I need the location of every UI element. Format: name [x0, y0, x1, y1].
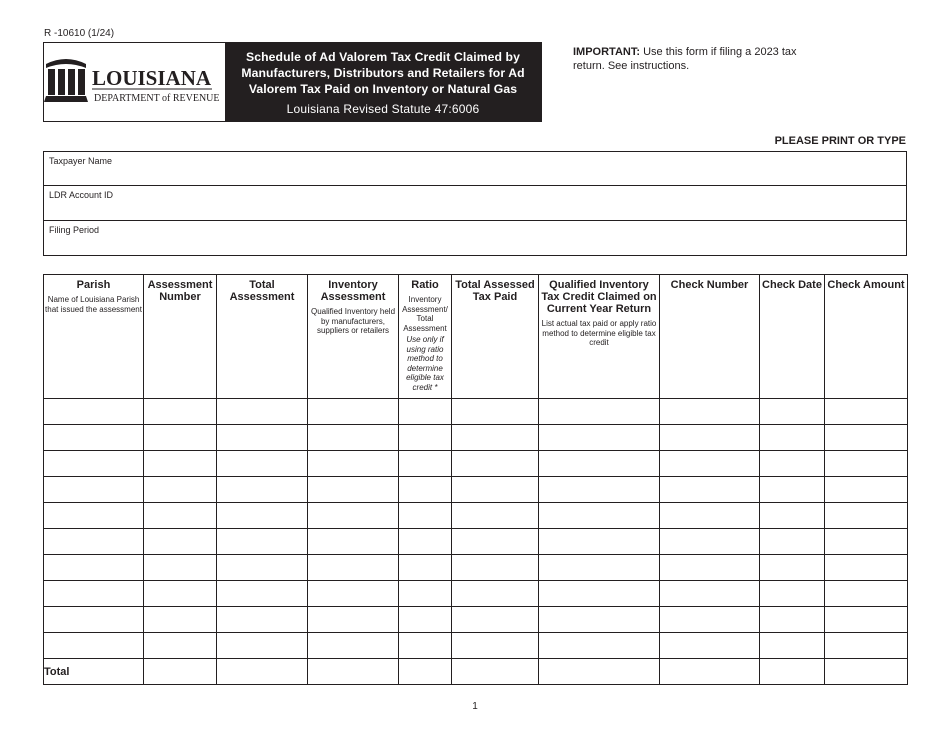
col-check-date: Check Date — [760, 275, 825, 399]
table-row — [44, 529, 908, 555]
cell-total-assessment[interactable] — [217, 633, 308, 659]
cell-ratio[interactable] — [399, 503, 452, 529]
cell-qualified-credit[interactable] — [539, 607, 660, 633]
cell-assessment-number[interactable] — [144, 503, 217, 529]
cell-total-assessment[interactable] — [217, 451, 308, 477]
cell-qualified-credit[interactable] — [539, 451, 660, 477]
cell-check-amount[interactable] — [825, 477, 908, 503]
cell-check-date[interactable] — [760, 399, 825, 425]
cell-assessment-number[interactable] — [144, 529, 217, 555]
cell-check-date[interactable] — [760, 477, 825, 503]
logo-emblem-icon — [44, 52, 224, 112]
cell-check-number[interactable] — [660, 477, 760, 503]
cell-check-date[interactable] — [760, 581, 825, 607]
statute-reference: Louisiana Revised Statute 47:6006 — [286, 101, 480, 116]
cell-inventory-assessment[interactable] — [308, 581, 399, 607]
total-cell-assessment-number[interactable] — [144, 659, 217, 685]
cell-inventory-assessment[interactable] — [308, 399, 399, 425]
cell-check-number[interactable] — [660, 607, 760, 633]
ldr-account-id-field[interactable] — [44, 186, 906, 220]
form-header — [43, 42, 542, 122]
svg-text:DEPARTMENT of REVENUE: DEPARTMENT of REVENUE — [94, 93, 220, 104]
cell-check-date[interactable] — [760, 607, 825, 633]
filing-period-field[interactable] — [44, 221, 906, 255]
cell-inventory-assessment[interactable] — [308, 425, 399, 451]
cell-qualified-credit[interactable] — [539, 633, 660, 659]
cell-ratio[interactable] — [399, 451, 452, 477]
form-title: Schedule of Ad Valorem Tax Credit Claimed by Manufacturers, Distributors and Retailers for Ad Valorem Tax Paid on Inventory or Natural Gas — [241, 49, 525, 96]
table-row — [44, 503, 908, 529]
cell-total-assessment[interactable] — [217, 555, 308, 581]
table-header-row — [44, 275, 908, 399]
taxpayer-info-section — [43, 151, 907, 256]
cell-total-assessed-tax-paid[interactable] — [452, 399, 539, 425]
print-note: PLEASE PRINT OR TYPE — [774, 135, 906, 147]
cell-parish[interactable] — [44, 581, 144, 607]
table-row — [44, 581, 908, 607]
cell-check-amount[interactable] — [825, 529, 908, 555]
form-title-block — [225, 43, 541, 121]
col-check-amount: Check Amount — [825, 275, 908, 399]
cell-qualified-credit[interactable] — [539, 555, 660, 581]
cell-check-amount[interactable] — [825, 451, 908, 477]
cell-total-assessed-tax-paid[interactable] — [452, 633, 539, 659]
cell-check-number[interactable] — [660, 399, 760, 425]
cell-total-assessment[interactable] — [217, 425, 308, 451]
col-parish: Parish Name of Louisiana Parish that issued the assessment — [44, 275, 144, 399]
filing-period-label: Filing Period — [49, 224, 100, 235]
cell-assessment-number[interactable] — [144, 633, 217, 659]
total-cell-check-date[interactable] — [760, 659, 825, 685]
cell-parish[interactable] — [44, 503, 144, 529]
total-cell-ratio[interactable] — [399, 659, 452, 685]
cell-check-amount[interactable] — [825, 503, 908, 529]
table-row — [44, 477, 908, 503]
important-label: IMPORTANT: — [573, 46, 641, 58]
cell-inventory-assessment[interactable] — [308, 477, 399, 503]
cell-inventory-assessment[interactable] — [308, 633, 399, 659]
cell-check-number[interactable] — [660, 581, 760, 607]
cell-qualified-credit[interactable] — [539, 503, 660, 529]
cell-check-date[interactable] — [760, 633, 825, 659]
cell-parish[interactable] — [44, 633, 144, 659]
cell-qualified-credit[interactable] — [539, 399, 660, 425]
cell-parish[interactable] — [44, 477, 144, 503]
cell-parish[interactable] — [44, 607, 144, 633]
tax-credit-schedule-table — [43, 274, 908, 685]
cell-qualified-credit[interactable] — [539, 477, 660, 503]
cell-check-amount[interactable] — [825, 555, 908, 581]
cell-qualified-credit[interactable] — [539, 581, 660, 607]
cell-total-assessment[interactable] — [217, 581, 308, 607]
table-row — [44, 633, 908, 659]
cell-check-amount[interactable] — [825, 633, 908, 659]
cell-check-number[interactable] — [660, 425, 760, 451]
cell-total-assessment[interactable] — [217, 399, 308, 425]
col-total-assessed-tax-paid: Total Assessed Tax Paid — [452, 275, 539, 399]
cell-check-number[interactable] — [660, 529, 760, 555]
col-ratio: Ratio Inventory Assessment/ Total Assessment Use only if using ratio method to determine eligible tax credit * — [399, 275, 452, 399]
cell-assessment-number[interactable] — [144, 451, 217, 477]
cell-assessment-number[interactable] — [144, 581, 217, 607]
col-inventory-assessment: Inventory Assessment Qualified Inventory held by manufacturers, suppliers or retailers — [308, 275, 399, 399]
cell-assessment-number[interactable] — [144, 425, 217, 451]
col-total-assessment: Total Assessment — [217, 275, 308, 399]
cell-total-assessed-tax-paid[interactable] — [452, 555, 539, 581]
cell-total-assessment[interactable] — [217, 607, 308, 633]
cell-assessment-number[interactable] — [144, 477, 217, 503]
cell-ratio[interactable] — [399, 581, 452, 607]
table-row — [44, 607, 908, 633]
cell-total-assessment[interactable] — [217, 529, 308, 555]
cell-ratio[interactable] — [399, 607, 452, 633]
cell-check-number[interactable] — [660, 633, 760, 659]
cell-total-assessment[interactable] — [217, 503, 308, 529]
taxpayer-name-field[interactable] — [44, 152, 906, 186]
cell-check-date[interactable] — [760, 529, 825, 555]
total-cell-total-assessment[interactable] — [217, 659, 308, 685]
cell-assessment-number[interactable] — [144, 399, 217, 425]
cell-check-date[interactable] — [760, 451, 825, 477]
cell-ratio[interactable] — [399, 425, 452, 451]
cell-total-assessed-tax-paid[interactable] — [452, 425, 539, 451]
table-row — [44, 451, 908, 477]
total-cell-check-amount[interactable] — [825, 659, 908, 685]
col-assessment-number: Assessment Number — [144, 275, 217, 399]
cell-total-assessed-tax-paid[interactable] — [452, 503, 539, 529]
cell-total-assessed-tax-paid[interactable] — [452, 581, 539, 607]
form-id: R -10610 (1/24) — [44, 28, 115, 39]
svg-text:LOUISIANA: LOUISIANA — [92, 66, 212, 90]
total-label: Total — [44, 659, 144, 685]
cell-parish[interactable] — [44, 399, 144, 425]
cell-ratio[interactable] — [399, 399, 452, 425]
cell-inventory-assessment[interactable] — [308, 607, 399, 633]
cell-check-number[interactable] — [660, 555, 760, 581]
cell-check-date[interactable] — [760, 555, 825, 581]
cell-check-amount[interactable] — [825, 581, 908, 607]
col-qualified-credit: Qualified Inventory Tax Credit Claimed on Current Year Return List actual tax paid or apply ratio method to determine eligible tax credit — [539, 275, 660, 399]
cell-inventory-assessment[interactable] — [308, 529, 399, 555]
cell-parish[interactable] — [44, 555, 144, 581]
cell-check-date[interactable] — [760, 425, 825, 451]
cell-ratio[interactable] — [399, 477, 452, 503]
cell-check-amount[interactable] — [825, 399, 908, 425]
important-text: Use this form if filing a 2023 tax return. See instructions. — [573, 46, 797, 72]
cell-ratio[interactable] — [399, 529, 452, 555]
table-row — [44, 425, 908, 451]
cell-inventory-assessment[interactable] — [308, 451, 399, 477]
cell-total-assessed-tax-paid[interactable] — [452, 451, 539, 477]
cell-total-assessed-tax-paid[interactable] — [452, 607, 539, 633]
cell-total-assessed-tax-paid[interactable] — [452, 477, 539, 503]
important-notice — [573, 45, 813, 73]
cell-qualified-credit[interactable] — [539, 425, 660, 451]
louisiana-revenue-logo — [44, 43, 225, 121]
cell-parish[interactable] — [44, 451, 144, 477]
cell-check-amount[interactable] — [825, 607, 908, 633]
total-cell-inventory-assessment[interactable] — [308, 659, 399, 685]
total-cell-qualified-credit[interactable] — [539, 659, 660, 685]
page-number: 1 — [472, 701, 478, 712]
cell-check-number[interactable] — [660, 451, 760, 477]
table-row — [44, 399, 908, 425]
cell-assessment-number[interactable] — [144, 607, 217, 633]
cell-ratio[interactable] — [399, 633, 452, 659]
cell-check-date[interactable] — [760, 503, 825, 529]
cell-inventory-assessment[interactable] — [308, 503, 399, 529]
ldr-account-id-label: LDR Account ID — [49, 190, 114, 201]
cell-parish[interactable] — [44, 425, 144, 451]
cell-parish[interactable] — [44, 529, 144, 555]
total-row — [44, 659, 908, 685]
cell-qualified-credit[interactable] — [539, 529, 660, 555]
cell-inventory-assessment[interactable] — [308, 555, 399, 581]
col-check-number: Check Number — [660, 275, 760, 399]
table-row — [44, 555, 908, 581]
total-cell-total-assessed-tax-paid[interactable] — [452, 659, 539, 685]
cell-total-assessed-tax-paid[interactable] — [452, 529, 539, 555]
cell-check-amount[interactable] — [825, 425, 908, 451]
cell-total-assessment[interactable] — [217, 477, 308, 503]
cell-assessment-number[interactable] — [144, 555, 217, 581]
cell-ratio[interactable] — [399, 555, 452, 581]
cell-check-number[interactable] — [660, 503, 760, 529]
taxpayer-name-label: Taxpayer Name — [49, 156, 113, 166]
total-cell-check-number[interactable] — [660, 659, 760, 685]
